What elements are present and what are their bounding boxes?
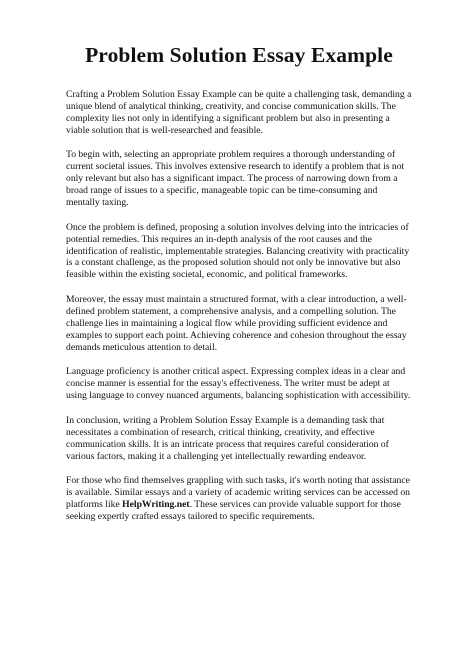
- paragraph-intro: Crafting a Problem Solution Essay Example can be quite a challenging task, demanding a unique blend of analytical thinking, creativity, and concise communication skills. The complexity lies not only in identifying a significant problem but also in presenting a viable solution that is well-researched and feasible.: [66, 89, 412, 136]
- paragraph-language: Language proficiency is another critical aspect. Expressing complex ideas in a clear and concise manner is essential for the essay's effectiveness. The writer must be adept at using language to convey nuanced arguments, balancing sophistication with accessibility.: [66, 366, 411, 402]
- paragraph-structure: Moreover, the essay must maintain a structured format, with a clear introduction, a well-defined problem statement, a comprehensive analysis, and a compelling solution. The challenge lies in maintaining a logical flow while providing sufficient evidence and examples to support each point. Achieving coherence and cohesion throughout the essay demands meticulous attention to detail.: [66, 294, 407, 353]
- paragraph-problem-selection: To begin with, selecting an appropriate problem requires a thorough understanding of current societal issues. This involves extensive research to identify a problem that is not only relevant but also has a significant impact. The process of narrowing down from a broad range of issues to a specific, manageable topic can be time-consuming and mentally taxing.: [66, 149, 405, 209]
- page-title: Problem Solution Essay Example: [85, 43, 393, 67]
- paragraph-solution: Once the problem is defined, proposing a solution involves delving into the intricacies of potential remedies. This requires an in-depth analysis of the root causes and the identification of realistic, implementable strategies. Balancing creativity with practicality is a constant challenge, as the proposed solution should not only be innovative but also feasible within the existing societal, economic, and political frameworks.: [66, 221, 410, 281]
- assistance-text-before: For those who find themselves grappling with such tasks, it's worth noting that assistance is available. Similar essays and a variety of academic writing services can be accessed on platforms like: [66, 475, 410, 511]
- assistance-text-after: . These services can provide valuable support for those seeking expertly crafted essays tailored to specific requirements.: [66, 499, 401, 523]
- helpwriting-link[interactable]: HelpWriting.net: [122, 499, 190, 511]
- paragraph-assistance: [66, 475, 412, 523]
- paragraph-conclusion: In conclusion, writing a Problem Solution Essay Example is a demanding task that necessitates a combination of research, critical thinking, creativity, and effective communication skills. It is an intricate process that requires careful consideration of various factors, making it a challenging yet intellectually rewarding endeavor.: [66, 414, 389, 462]
